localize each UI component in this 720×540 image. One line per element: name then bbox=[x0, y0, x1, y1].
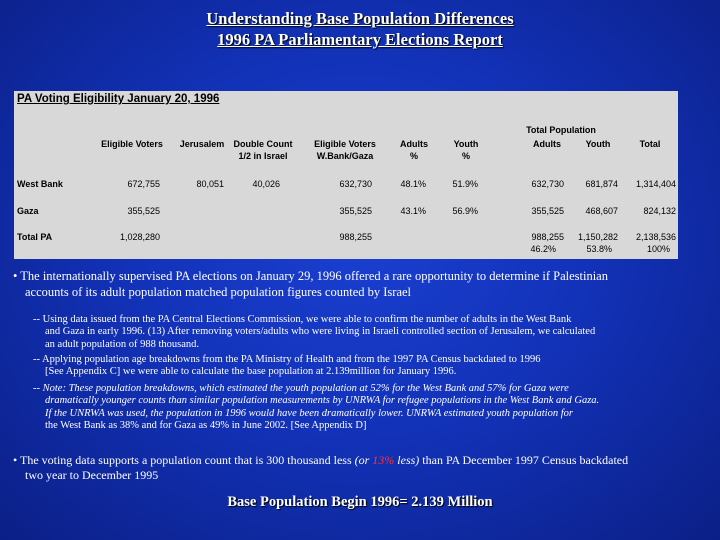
bullet-2-paren-close: less) bbox=[394, 453, 420, 467]
header-adults: Adults bbox=[400, 139, 428, 149]
sub-3-line-3: If the UNRWA was used, the population in 1996 would have been dramatically lower. UNRWA estimated youth population for bbox=[45, 407, 573, 419]
cell-pct-total: 100% bbox=[646, 244, 670, 254]
cell-tp-adults: 355,525 bbox=[531, 206, 564, 216]
header-total-population: Total Population bbox=[526, 125, 596, 135]
table-title: PA Voting Eligibility January 20, 1996 bbox=[17, 93, 220, 105]
bullet-1-line-2: accounts of its adult population matched population figures counted by Israel bbox=[25, 285, 412, 299]
bullet-2-line-2: two year to December 1995 bbox=[25, 468, 159, 482]
cell-tp-total: 824,132 bbox=[643, 206, 676, 216]
cell-youth-pct: 51.9% bbox=[452, 179, 478, 189]
sub-bullet-2 bbox=[33, 354, 703, 379]
cell-tp-youth: 468,607 bbox=[585, 206, 618, 216]
header-tp-total: Total bbox=[639, 139, 661, 149]
sub-bullet-3-note bbox=[33, 383, 703, 432]
eligibility-table bbox=[14, 91, 678, 259]
header-eligible-wbg: Eligible Voters bbox=[314, 139, 376, 149]
title-line-1: Understanding Base Population Differences bbox=[206, 9, 514, 28]
bullet-2 bbox=[13, 453, 703, 483]
cell-elig-wbg: 632,730 bbox=[339, 179, 372, 189]
bullet-2-paren-open: (or bbox=[354, 453, 373, 467]
header-double-count-sub: 1/2 in Israel bbox=[238, 151, 288, 161]
cell-elig-wbg: 355,525 bbox=[339, 206, 372, 216]
bullet-1-line-1: • The internationally supervised PA elections on January 29, 1996 offered a rare opportunity to determine if Palestinian bbox=[13, 269, 608, 283]
cell-double: 40,026 bbox=[252, 179, 280, 189]
cell-elig-wbg: 988,255 bbox=[339, 232, 372, 242]
sub-3-line-4: the West Bank as 38% and for Gaza as 49% in June 2002. [See Appendix D] bbox=[45, 419, 367, 431]
row-label-west-bank: West Bank bbox=[17, 179, 63, 189]
header-youth: Youth bbox=[453, 139, 479, 149]
row-label-total-pa: Total PA bbox=[17, 232, 53, 242]
header-double-count: Double Count bbox=[233, 139, 293, 149]
cell-jerusalem: 80,051 bbox=[196, 179, 224, 189]
cell-tp-adults: 988,255 bbox=[531, 232, 564, 242]
header-tp-adults: Adults bbox=[533, 139, 561, 149]
header-adults-pct: % bbox=[409, 151, 418, 161]
cell-tp-total: 1,314,404 bbox=[635, 179, 676, 189]
header-youth-pct: % bbox=[461, 151, 470, 161]
cell-pct-youth: 53.8% bbox=[586, 244, 612, 254]
bullet-2-post: than PA December 1997 Census backdated bbox=[419, 453, 629, 467]
sub-2-line-1: -- Applying population age breakdowns from the PA Ministry of Health and from the 1997 PA Census backdated to 1996 bbox=[33, 354, 541, 365]
sub-1-line-2: and Gaza in early 1996. (13) After removing voters/adults who were living in Israeli controlled section of Jerusalem, we calculated bbox=[45, 326, 596, 338]
bullet-2-pre: • The voting data supports a population count that is 300 thousand less bbox=[13, 453, 355, 467]
sub-3-line-2: dramatically younger counts than similar population measurements by UNRWA for refugee populations in the West Bank and Gaza. bbox=[45, 395, 600, 407]
sub-bullet-1 bbox=[33, 314, 703, 351]
row-label-gaza: Gaza bbox=[17, 206, 39, 216]
sub-3-line-1: -- Note: These population breakdowns, which estimated the youth population at 52% for the West Bank and 57% for Gaza were bbox=[33, 383, 569, 394]
header-eligible-voters: Eligible Voters bbox=[101, 139, 163, 149]
sub-2-line-2: [See Appendix C] we were able to calculate the base population at 2.139million for January 1996. bbox=[45, 366, 457, 378]
cell-tp-youth: 1,150,282 bbox=[577, 232, 618, 242]
cell-tp-adults: 632,730 bbox=[531, 179, 564, 189]
cell-eligible: 1,028,280 bbox=[119, 232, 160, 242]
bullet-1 bbox=[13, 268, 703, 300]
slide-title bbox=[0, 8, 720, 50]
footer-summary: Base Population Begin 1996= 2.139 Million bbox=[227, 494, 493, 510]
cell-tp-youth: 681,874 bbox=[585, 179, 618, 189]
header-tp-youth: Youth bbox=[585, 139, 611, 149]
title-line-2: 1996 PA Parliamentary Elections Report bbox=[217, 30, 503, 49]
cell-youth-pct: 56.9% bbox=[452, 206, 478, 216]
cell-tp-total: 2,138,536 bbox=[635, 232, 676, 242]
cell-pct-adults: 46.2% bbox=[530, 244, 556, 254]
header-jerusalem: Jerusalem bbox=[179, 139, 225, 149]
cell-eligible: 355,525 bbox=[127, 206, 160, 216]
sub-1-line-1: -- Using data issued from the PA Central Elections Commission, we were able to confirm the number of adults in the West Bank bbox=[33, 314, 572, 325]
sub-1-line-3: an adult population of 988 thousand. bbox=[45, 338, 199, 350]
header-eligible-wbg-sub: W.Bank/Gaza bbox=[316, 151, 374, 161]
bullet-2-highlight: 13% bbox=[372, 453, 395, 467]
cell-adults-pct: 48.1% bbox=[400, 179, 426, 189]
cell-adults-pct: 43.1% bbox=[400, 206, 426, 216]
cell-eligible: 672,755 bbox=[127, 179, 160, 189]
